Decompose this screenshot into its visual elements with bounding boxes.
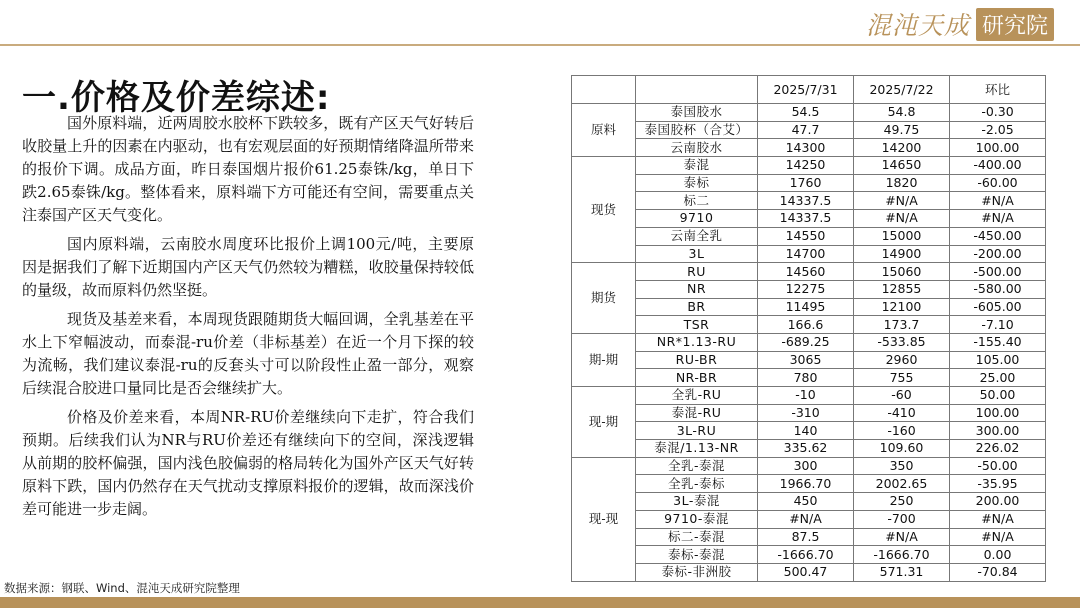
table-row: [572, 316, 1046, 334]
paragraph-spreads: 价格及价差来看，本周NR-RU价差继续向下走扩，符合我们预期。后续我们认为NR与RU价差还有继续向下的空间，深浅逻辑从前期的胶杯偏强，国内浅色胶偏弱的格局转化为国外产区天气好转原料下跌，国内仍然存在天气扰动支撑原料报价的逻辑，故而深浅价差可能进一步走阔。: [22, 408, 474, 518]
value-cell: 14700: [758, 245, 854, 263]
value-cell: 226.02: [950, 440, 1046, 458]
table-row: [572, 210, 1046, 228]
item-label-cell: RU-BR: [636, 351, 758, 369]
value-cell: -580.00: [950, 280, 1046, 298]
item-label-cell: 9710-泰混: [636, 510, 758, 528]
item-label-cell: 泰国胶水: [636, 104, 758, 122]
page-title: 一.价格及价差综述:: [22, 78, 331, 118]
table-row: [572, 139, 1046, 157]
table-row: [572, 510, 1046, 528]
value-cell: 15060: [854, 263, 950, 281]
value-cell: 54.8: [854, 104, 950, 122]
value-cell: 140: [758, 422, 854, 440]
value-cell: #N/A: [950, 192, 1046, 210]
value-cell: 49.75: [854, 121, 950, 139]
item-label-cell: 全乳-泰混: [636, 457, 758, 475]
table-row: [572, 351, 1046, 369]
group-label: 现-期: [572, 387, 636, 458]
paragraph-domestic-materials: 国内原料端，云南胶水周度环比报价上调100元/吨，主要原因是据我们了解下近期国内产区天气仍然较为糟糕，收胶量保持较低的量级，故而原料仍然坚挺。: [22, 235, 474, 299]
value-cell: 500.47: [758, 563, 854, 581]
value-cell: -1666.70: [854, 546, 950, 564]
header-cell-date-previous: 2025/7/22: [854, 76, 950, 104]
value-cell: 350: [854, 457, 950, 475]
value-cell: -310: [758, 404, 854, 422]
value-cell: -35.95: [950, 475, 1046, 493]
item-label-cell: 云南全乳: [636, 227, 758, 245]
header-cell-item: [636, 76, 758, 104]
brand-logo: [866, 8, 1054, 40]
value-cell: 2002.65: [854, 475, 950, 493]
value-cell: 109.60: [854, 440, 950, 458]
value-cell: 12275: [758, 280, 854, 298]
price-spread-table: [571, 75, 1046, 582]
item-label-cell: 泰混: [636, 157, 758, 175]
table-row: [572, 121, 1046, 139]
value-cell: -70.84: [950, 563, 1046, 581]
value-cell: -1666.70: [758, 546, 854, 564]
value-cell: 14337.5: [758, 192, 854, 210]
value-cell: 300.00: [950, 422, 1046, 440]
item-label-cell: BR: [636, 298, 758, 316]
value-cell: #N/A: [758, 510, 854, 528]
table-row: [572, 440, 1046, 458]
value-cell: -533.85: [854, 333, 950, 351]
value-cell: -2.05: [950, 121, 1046, 139]
value-cell: 571.31: [854, 563, 950, 581]
table-row: [572, 369, 1046, 387]
table-row: [572, 245, 1046, 263]
item-label-cell: RU: [636, 263, 758, 281]
table-row: [572, 104, 1046, 122]
table-row: [572, 227, 1046, 245]
header-cell-date-current: 2025/7/31: [758, 76, 854, 104]
table-row: [572, 546, 1046, 564]
value-cell: -155.40: [950, 333, 1046, 351]
value-cell: 12100: [854, 298, 950, 316]
value-cell: 200.00: [950, 493, 1046, 511]
value-cell: 14250: [758, 157, 854, 175]
value-cell: 14300: [758, 139, 854, 157]
item-label-cell: 泰混/1.13-NR: [636, 440, 758, 458]
group-label: 期货: [572, 263, 636, 334]
group-label: 现-现: [572, 457, 636, 581]
value-cell: 87.5: [758, 528, 854, 546]
value-cell: 54.5: [758, 104, 854, 122]
item-label-cell: NR: [636, 280, 758, 298]
value-cell: -410: [854, 404, 950, 422]
value-cell: 780: [758, 369, 854, 387]
item-label-cell: 泰标: [636, 174, 758, 192]
header-divider: [0, 44, 1080, 46]
value-cell: 100.00: [950, 139, 1046, 157]
table-row: [572, 422, 1046, 440]
table-row: [572, 192, 1046, 210]
table-row: [572, 280, 1046, 298]
value-cell: #N/A: [950, 528, 1046, 546]
value-cell: -450.00: [950, 227, 1046, 245]
value-cell: #N/A: [854, 528, 950, 546]
item-label-cell: TSR: [636, 316, 758, 334]
item-label-cell: 云南胶水: [636, 139, 758, 157]
value-cell: -10: [758, 387, 854, 405]
value-cell: 14900: [854, 245, 950, 263]
value-cell: 335.62: [758, 440, 854, 458]
value-cell: -160: [854, 422, 950, 440]
value-cell: #N/A: [950, 210, 1046, 228]
paragraph-overseas-materials: 国外原料端，近两周胶水胶杯下跌较多，既有产区天气好转后收胶量上升的因素在内驱动，也有宏观层面的好预期情绪降温所带来的报价下调。成品方面，昨日泰国烟片报价61.25泰铢/kg，单日下跌2.65泰铢/kg。整体看来，原料端下方可能还有空间，需要重点关注泰国产区天气变化。: [22, 114, 474, 224]
value-cell: -50.00: [950, 457, 1046, 475]
value-cell: 755: [854, 369, 950, 387]
item-label-cell: 泰混-RU: [636, 404, 758, 422]
group-label: 现货: [572, 157, 636, 263]
group-label: 期-期: [572, 333, 636, 386]
value-cell: -689.25: [758, 333, 854, 351]
value-cell: #N/A: [950, 510, 1046, 528]
table-row: [572, 475, 1046, 493]
value-cell: 1820: [854, 174, 950, 192]
item-label-cell: 泰标-泰混: [636, 546, 758, 564]
table-body: [572, 104, 1046, 582]
data-source-note: 数据来源：钢联、Wind、混沌天成研究院整理: [4, 581, 240, 595]
value-cell: -200.00: [950, 245, 1046, 263]
item-label-cell: 全乳-泰标: [636, 475, 758, 493]
item-label-cell: NR-BR: [636, 369, 758, 387]
footer-bar: [0, 597, 1080, 608]
value-cell: 50.00: [950, 387, 1046, 405]
value-cell: 166.6: [758, 316, 854, 334]
logo-main-text: 混沌天成: [865, 11, 970, 40]
value-cell: 47.7: [758, 121, 854, 139]
table-row: [572, 157, 1046, 175]
value-cell: -400.00: [950, 157, 1046, 175]
paragraph-spot-basis: 现货及基差来看，本周现货跟随期货大幅回调，全乳基差在平水上下窄幅波动，而泰混-ru价差（非标基差）在近一个月下探的较为流畅，我们建议泰混-ru的反套头寸可以阶段性止盈一部分，观察后续混合胶进口量同比是否会继续扩大。: [22, 310, 474, 397]
item-label-cell: 3L-RU: [636, 422, 758, 440]
table-row: [572, 387, 1046, 405]
table-header-row: [572, 76, 1046, 104]
table-row: [572, 457, 1046, 475]
value-cell: 14650: [854, 157, 950, 175]
value-cell: 1966.70: [758, 475, 854, 493]
value-cell: #N/A: [854, 210, 950, 228]
item-label-cell: 3L: [636, 245, 758, 263]
value-cell: -0.30: [950, 104, 1046, 122]
table-row: [572, 404, 1046, 422]
item-label-cell: 9710: [636, 210, 758, 228]
value-cell: 300: [758, 457, 854, 475]
value-cell: -605.00: [950, 298, 1046, 316]
value-cell: 15000: [854, 227, 950, 245]
value-cell: -60: [854, 387, 950, 405]
summary-text: [22, 112, 474, 527]
value-cell: 25.00: [950, 369, 1046, 387]
value-cell: -500.00: [950, 263, 1046, 281]
value-cell: 12855: [854, 280, 950, 298]
value-cell: 250: [854, 493, 950, 511]
table-row: [572, 528, 1046, 546]
value-cell: 14337.5: [758, 210, 854, 228]
item-label-cell: 3L-泰混: [636, 493, 758, 511]
item-label-cell: 全乳-RU: [636, 387, 758, 405]
logo-box-text: 研究院: [976, 8, 1054, 41]
value-cell: 173.7: [854, 316, 950, 334]
header-cell-change: 环比: [950, 76, 1046, 104]
value-cell: -60.00: [950, 174, 1046, 192]
value-cell: 11495: [758, 298, 854, 316]
item-label-cell: 泰国胶杯（合艾）: [636, 121, 758, 139]
item-label-cell: 标二-泰混: [636, 528, 758, 546]
group-label: 原料: [572, 104, 636, 157]
price-table-container: [571, 75, 1045, 580]
table-row: [572, 493, 1046, 511]
table-row: [572, 563, 1046, 581]
value-cell: 3065: [758, 351, 854, 369]
value-cell: 450: [758, 493, 854, 511]
table-row: [572, 263, 1046, 281]
value-cell: 1760: [758, 174, 854, 192]
item-label-cell: NR*1.13-RU: [636, 333, 758, 351]
value-cell: #N/A: [854, 192, 950, 210]
value-cell: -7.10: [950, 316, 1046, 334]
value-cell: 2960: [854, 351, 950, 369]
item-label-cell: 标二: [636, 192, 758, 210]
value-cell: 105.00: [950, 351, 1046, 369]
table-row: [572, 174, 1046, 192]
value-cell: 14560: [758, 263, 854, 281]
item-label-cell: 泰标-非洲胶: [636, 563, 758, 581]
table-row: [572, 298, 1046, 316]
value-cell: 0.00: [950, 546, 1046, 564]
header-cell-group: [572, 76, 636, 104]
value-cell: 100.00: [950, 404, 1046, 422]
value-cell: -700: [854, 510, 950, 528]
table-row: [572, 333, 1046, 351]
value-cell: 14200: [854, 139, 950, 157]
value-cell: 14550: [758, 227, 854, 245]
